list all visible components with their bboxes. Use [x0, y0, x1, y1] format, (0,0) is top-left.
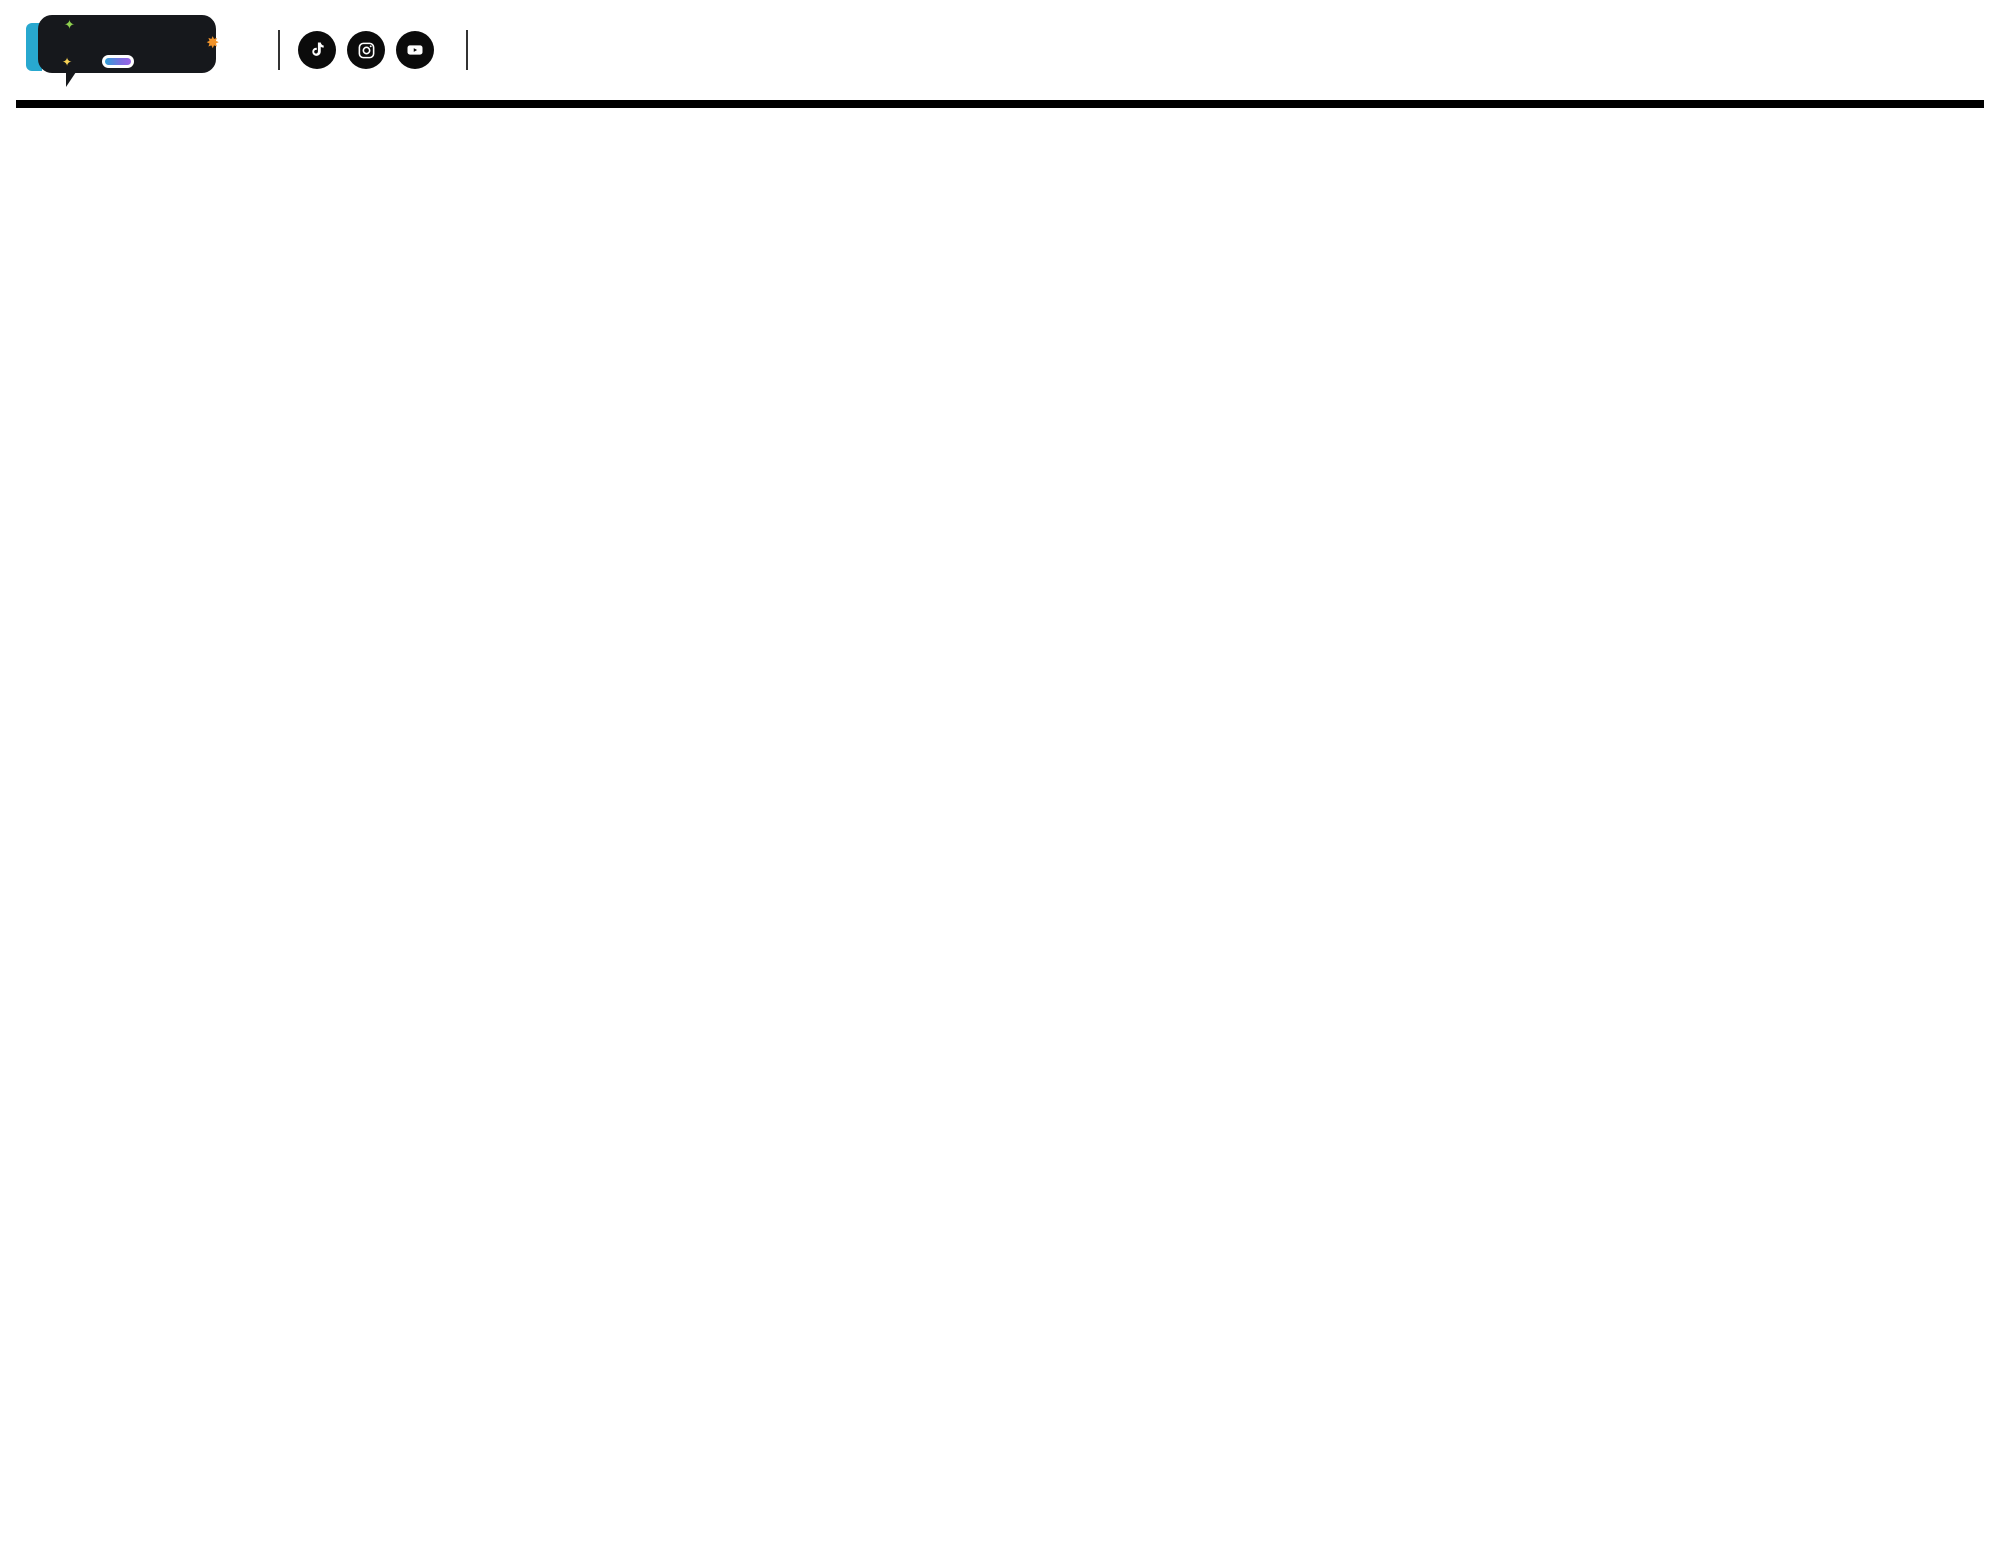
logo-cram-season-pill	[102, 55, 134, 68]
header-divider	[466, 30, 468, 70]
header-main	[250, 30, 1986, 70]
sparkle-icon: ✸	[206, 35, 220, 52]
logo-tail	[66, 69, 78, 87]
youtube-icon[interactable]	[396, 31, 434, 69]
header-divider	[278, 30, 280, 70]
social-links	[298, 31, 434, 69]
page-header	[0, 0, 2000, 100]
tiktok-icon[interactable]	[298, 31, 336, 69]
instagram-icon[interactable]	[347, 31, 385, 69]
cheatsheet-grid	[16, 100, 1984, 108]
units-row-bottom	[16, 104, 1984, 108]
fiveable-logo[interactable]	[18, 11, 228, 89]
sparkle-icon: ✦	[64, 17, 75, 32]
sparkle-icon: ✦	[62, 55, 73, 69]
